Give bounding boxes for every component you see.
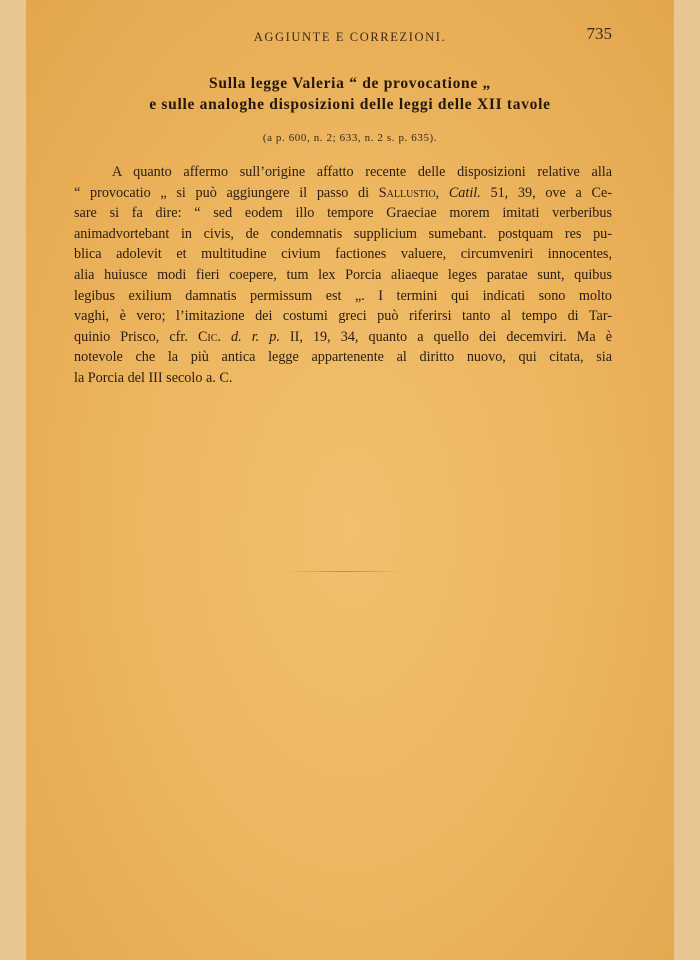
work-citation: d. r. p.	[231, 328, 280, 345]
text-line: la Porcia del III secolo a. C.	[74, 369, 233, 386]
text-span: II, 19, 34, quanto a quello dei decemviri. Ma è	[289, 328, 612, 345]
text-line: A quanto affermo sull’origine affatto recente delle disposizioni relative alla	[112, 164, 612, 180]
running-head: AGGIUNTE E CORREZIONI.	[253, 30, 447, 44]
text-line: notevole che la più antica legge appartenente al diritto nuovo, qui citata, sia	[74, 349, 612, 366]
text-line	[74, 327, 612, 348]
section-divider	[282, 571, 406, 572]
body-paragraph	[74, 162, 612, 389]
section-title-line-1: Sulla legge Valeria “ de provocatione „	[209, 75, 491, 92]
work-citation: Catil.	[448, 184, 481, 201]
text-line	[74, 183, 612, 204]
text-span: 51, 39, ove a Ce-	[490, 184, 613, 201]
author-citation: Cic.	[197, 328, 221, 345]
section-title	[26, 73, 674, 115]
text-line: legibus exilium damnatis permissum est „. I termini qui indicati sono molto	[74, 287, 612, 304]
text-span: “ provocatio „ si può aggiungere il passo di	[74, 184, 370, 201]
book-page	[26, 0, 674, 960]
author-citation: Sallustio,	[378, 184, 440, 201]
page-references: (a p. 600, n. 2; 633, n. 2 s. p. 635).	[262, 132, 438, 144]
section-title-line-2: e sulle analoghe disposizioni delle leggi delle XII tavole	[149, 96, 551, 113]
text-line: animadvortebant in civis, de condemnatis supplicium sumebant. postquam res pu-	[74, 225, 612, 242]
text-line: sare si fa dire: “ sed eodem illo tempore Graeciae morem imitati verberibus	[74, 205, 612, 222]
text-line: blica adolevit et multitudine civium factiones valuere, circumveniri innocentes,	[74, 246, 612, 263]
text-span: quinio Prisco, cfr.	[74, 328, 188, 345]
text-line: vaghi, è vero; l’imitazione dei costumi greci può riferirsi tanto al tempo di Tar-	[74, 308, 612, 325]
text-line: alia huiusce modi fieri coepere, tum lex Porcia aliaeque leges paratae sunt, quibus	[74, 266, 612, 283]
page-number: 735	[586, 24, 612, 43]
